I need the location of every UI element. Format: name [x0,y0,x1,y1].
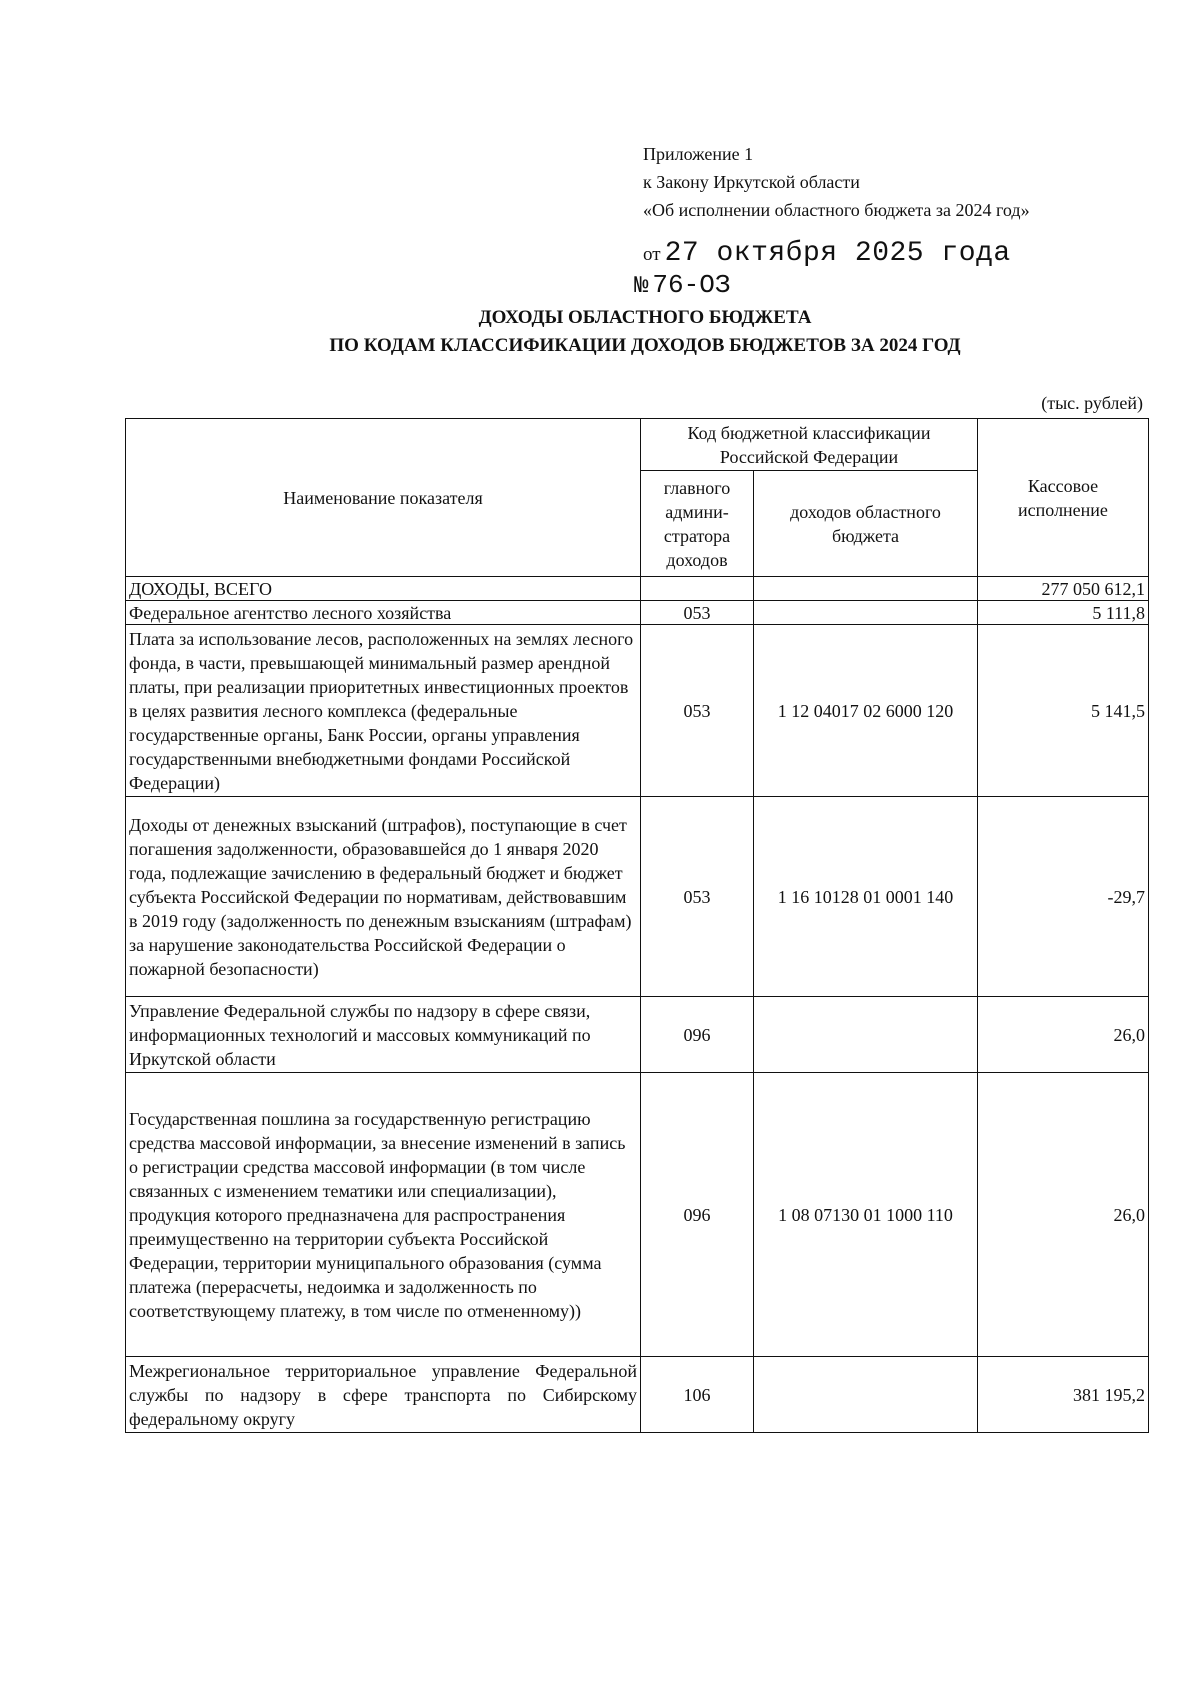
row-code [754,601,978,625]
row-code: 1 08 07130 01 1000 110 [754,1073,978,1357]
row-amount: 5 111,8 [978,601,1149,625]
row-amount: 381 195,2 [978,1357,1149,1433]
row-name: Государственная пошлина за государственную регистрацию средства массовой информации, за внесение изменений в запись о регистрации средства массовой информации (в том числе связанных с изменением тематики или специализации), продукция которого предназначена для распространения преимущественно на территории субъекта Российской Федерации, территории муниципального образования (сумма платежа (перерасчеты, недоимка и задолженность по соответствующему платежу, в том числе по отмененному)) [126,1073,641,1357]
row-admin: 053 [641,601,754,625]
row-code: 1 16 10128 01 0001 140 [754,797,978,997]
table-row [126,577,1149,601]
table-row [126,601,1149,625]
date-value: 27 октября 2025 года [664,238,1011,269]
income-table [125,418,1149,1433]
row-admin: 106 [641,1357,754,1433]
header-execution: Кассовое исполнение [978,419,1149,577]
table-row [126,625,1149,797]
document-title-line-1: ДОХОДЫ ОБЛАСТНОГО БЮДЖЕТА [478,307,812,328]
appendix-line-2: к Закону Иркутской области [643,172,860,192]
row-code: 1 12 04017 02 6000 120 [754,625,978,797]
law-date [643,238,1011,269]
row-amount: 26,0 [978,1073,1149,1357]
header-income-code: доходов областного бюджета [754,471,978,577]
row-name: Межрегиональное территориальное управление Федеральной службы по надзору в сфере транспорта по Сибирскому федеральному округу [126,1357,641,1433]
row-admin: 053 [641,625,754,797]
law-number [634,270,730,300]
header-name: Наименование показателя [126,419,641,577]
row-code [754,1357,978,1433]
date-prefix: от [643,244,661,265]
table-row [126,1357,1149,1433]
row-admin: 096 [641,997,754,1073]
table-row [126,1073,1149,1357]
row-amount: 5 141,5 [978,625,1149,797]
row-name: ДОХОДЫ, ВСЕГО [126,577,641,601]
row-code [754,577,978,601]
row-admin [641,577,754,601]
row-name: Управление Федеральной службы по надзору в сфере связи, информационных технологий и массовых коммуникаций по Иркутской области [126,997,641,1073]
appendix-line-1: Приложение 1 [643,144,754,164]
row-code [754,997,978,1073]
units-label: (тыс. рублей) [1041,393,1143,413]
row-amount: 26,0 [978,997,1149,1073]
appendix-block [643,140,1030,224]
document-title-line-2: ПО КОДАМ КЛАССИФИКАЦИИ ДОХОДОВ БЮДЖЕТОВ ЗА 2024 ГОД [329,335,961,356]
header-code-group: Код бюджетной классификации Российской Федерации [641,419,978,471]
row-name: Федеральное агентство лесного хозяйства [126,601,641,625]
row-admin: 053 [641,797,754,997]
row-amount: -29,7 [978,797,1149,997]
row-amount: 277 050 612,1 [978,577,1149,601]
appendix-line-3: «Об исполнении областного бюджета за 2024 год» [643,200,1030,220]
row-name: Доходы от денежных взысканий (штрафов), поступающие в счет погашения задолженности, образовавшейся до 1 января 2020 года, подлежащие зачислению в федеральный бюджет и бюджет субъекта Российской Федерации по нормативам, действовавшим в 2019 году (задолженность по денежным взысканиям (штрафам) за нарушение законодательства Российской Федерации о пожарной безопасности) [126,797,641,997]
number-value: 76-ОЗ [652,270,731,300]
header-admin: главного админи-стратора доходов [641,471,754,577]
row-admin: 096 [641,1073,754,1357]
row-name: Плата за использование лесов, расположенных на землях лесного фонда, в части, превышающей минимальный размер арендной платы, при реализации приоритетных инвестиционных проектов в целях развития лесного комплекса (федеральные государственные органы, Банк России, органы управления государственными внебюджетными фондами Российской Федерации) [126,625,641,797]
number-prefix: № [634,273,649,300]
table-row [126,997,1149,1073]
table-row [126,797,1149,997]
